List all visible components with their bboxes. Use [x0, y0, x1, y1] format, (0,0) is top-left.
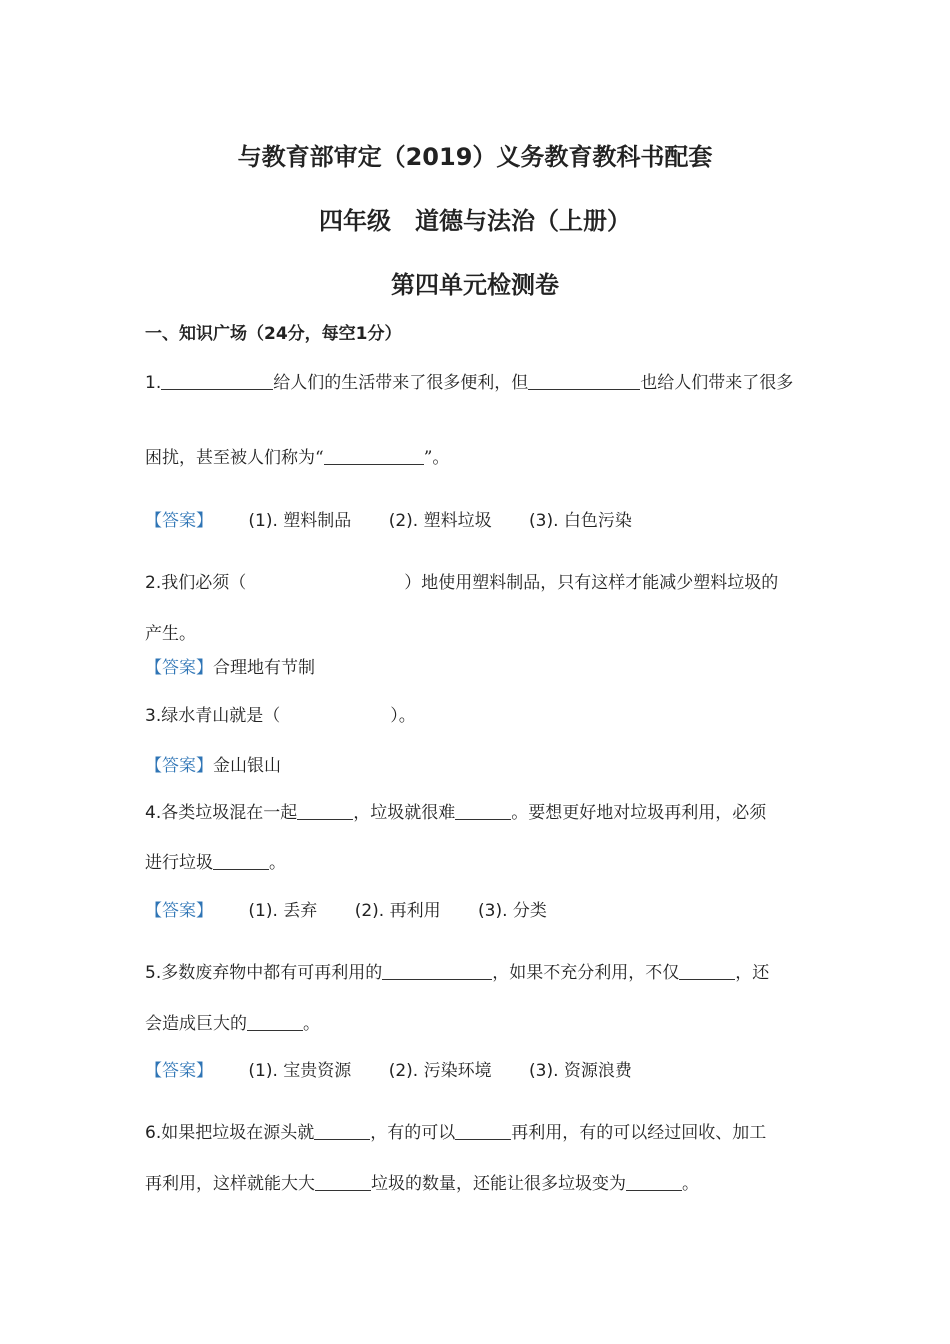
- answer-1: [145, 506, 632, 531]
- question-text: ）地使用塑料制品，只有这样才能减少塑料垃圾的: [404, 573, 779, 593]
- answer-tag: 【答案】: [145, 511, 213, 531]
- question-3: [145, 701, 416, 726]
- question-text: 多数废弃物中都有可再利用的: [161, 963, 383, 983]
- answer-tag: 【答案】: [145, 756, 213, 776]
- question-text: 。: [682, 1174, 699, 1194]
- question-text: ，有的可以: [370, 1123, 456, 1143]
- answer-part: (2). 污染环境: [388, 1061, 492, 1081]
- question-text: 绿水青山就是（: [161, 706, 281, 726]
- question-5-line2: [145, 1009, 320, 1034]
- question-text: ）。: [390, 706, 416, 726]
- answer-part: (3). 白色污染: [529, 511, 632, 531]
- question-text: 也给人们带来了很多: [640, 373, 794, 393]
- question-text: 困扰，甚至被人们称为“: [145, 448, 324, 468]
- question-1-line2: [145, 443, 449, 468]
- question-text: ”。: [423, 448, 450, 468]
- blank: [528, 373, 640, 390]
- doc-title-line3: 第四单元检测卷: [391, 271, 559, 299]
- question-text: 给人们的生活带来了很多便利，但: [273, 373, 529, 393]
- question-text: 再利用，这样就能大大: [145, 1174, 315, 1194]
- question-text: 进行垃圾: [145, 853, 213, 873]
- answer-2: [145, 653, 315, 678]
- question-6-line2: [145, 1169, 699, 1194]
- question-text: ，如果不充分利用，不仅: [492, 963, 680, 983]
- blank: [455, 1123, 511, 1140]
- blank: [213, 853, 269, 870]
- question-number: 4.: [145, 803, 162, 823]
- answer-tag: 【答案】: [145, 901, 213, 921]
- answer-text: 金山银山: [213, 756, 281, 776]
- question-text: 会造成巨大的: [145, 1014, 247, 1034]
- question-6-line1: [145, 1118, 766, 1143]
- question-1-line1: [145, 368, 793, 393]
- question-2-line2: 产生。: [145, 624, 196, 644]
- answer-4: [145, 896, 547, 921]
- answer-tag: 【答案】: [145, 658, 213, 678]
- answer-part: (3). 资源浪费: [529, 1061, 632, 1081]
- question-text: 。要想更好地对垃圾再利用，必须: [511, 803, 767, 823]
- blank: [315, 1174, 371, 1191]
- question-number: 5.: [145, 963, 162, 983]
- question-number: 3.: [145, 706, 162, 726]
- answer-part: (2). 塑料垃圾: [388, 511, 492, 531]
- doc-title-line2: 四年级 道德与法治（上册）: [319, 207, 631, 235]
- answer-3: [145, 751, 281, 776]
- question-text: 。: [269, 853, 286, 873]
- answer-part: (3). 分类: [478, 901, 547, 921]
- blank: [297, 803, 353, 820]
- answer-text: 合理地有节制: [213, 658, 315, 678]
- question-text: 垃圾的数量，还能让很多垃圾变为: [371, 1174, 626, 1194]
- question-text: 再利用，有的可以经过回收、加工: [511, 1123, 767, 1143]
- question-text: 。: [303, 1014, 320, 1034]
- answer-part: (1). 宝贵资源: [248, 1061, 352, 1081]
- question-text: 如果把垃圾在源头就: [161, 1123, 315, 1143]
- answer-part: (1). 丢弃: [248, 901, 318, 921]
- answer-part: (2). 再利用: [354, 901, 441, 921]
- question-4-line2: [145, 848, 286, 873]
- answer-part: (1). 塑料制品: [248, 511, 352, 531]
- blank: [455, 803, 511, 820]
- question-text: 各类垃圾混在一起: [161, 803, 298, 823]
- question-text: ，还: [735, 963, 770, 983]
- question-number: 6.: [145, 1123, 162, 1143]
- question-2-line1: [145, 568, 778, 593]
- blank: [626, 1174, 682, 1191]
- question-text: 我们必须（: [161, 573, 247, 593]
- blank: [161, 373, 273, 390]
- question-number: 2.: [145, 573, 162, 593]
- blank: [247, 1014, 303, 1031]
- question-number: 1.: [145, 373, 162, 393]
- blank: [314, 1123, 370, 1140]
- question-4-line1: [145, 798, 766, 823]
- question-text: ，垃圾就很难: [353, 803, 456, 823]
- answer-5: [145, 1056, 632, 1081]
- question-5-line1: [145, 958, 769, 983]
- doc-title-line1: 与教育部审定（2019）义务教育教科书配套: [237, 143, 713, 171]
- blank: [382, 963, 492, 980]
- section-heading: 一、知识广场（24分，每空1分）: [145, 324, 402, 344]
- blank: [324, 448, 424, 465]
- answer-tag: 【答案】: [145, 1061, 213, 1081]
- blank: [679, 963, 735, 980]
